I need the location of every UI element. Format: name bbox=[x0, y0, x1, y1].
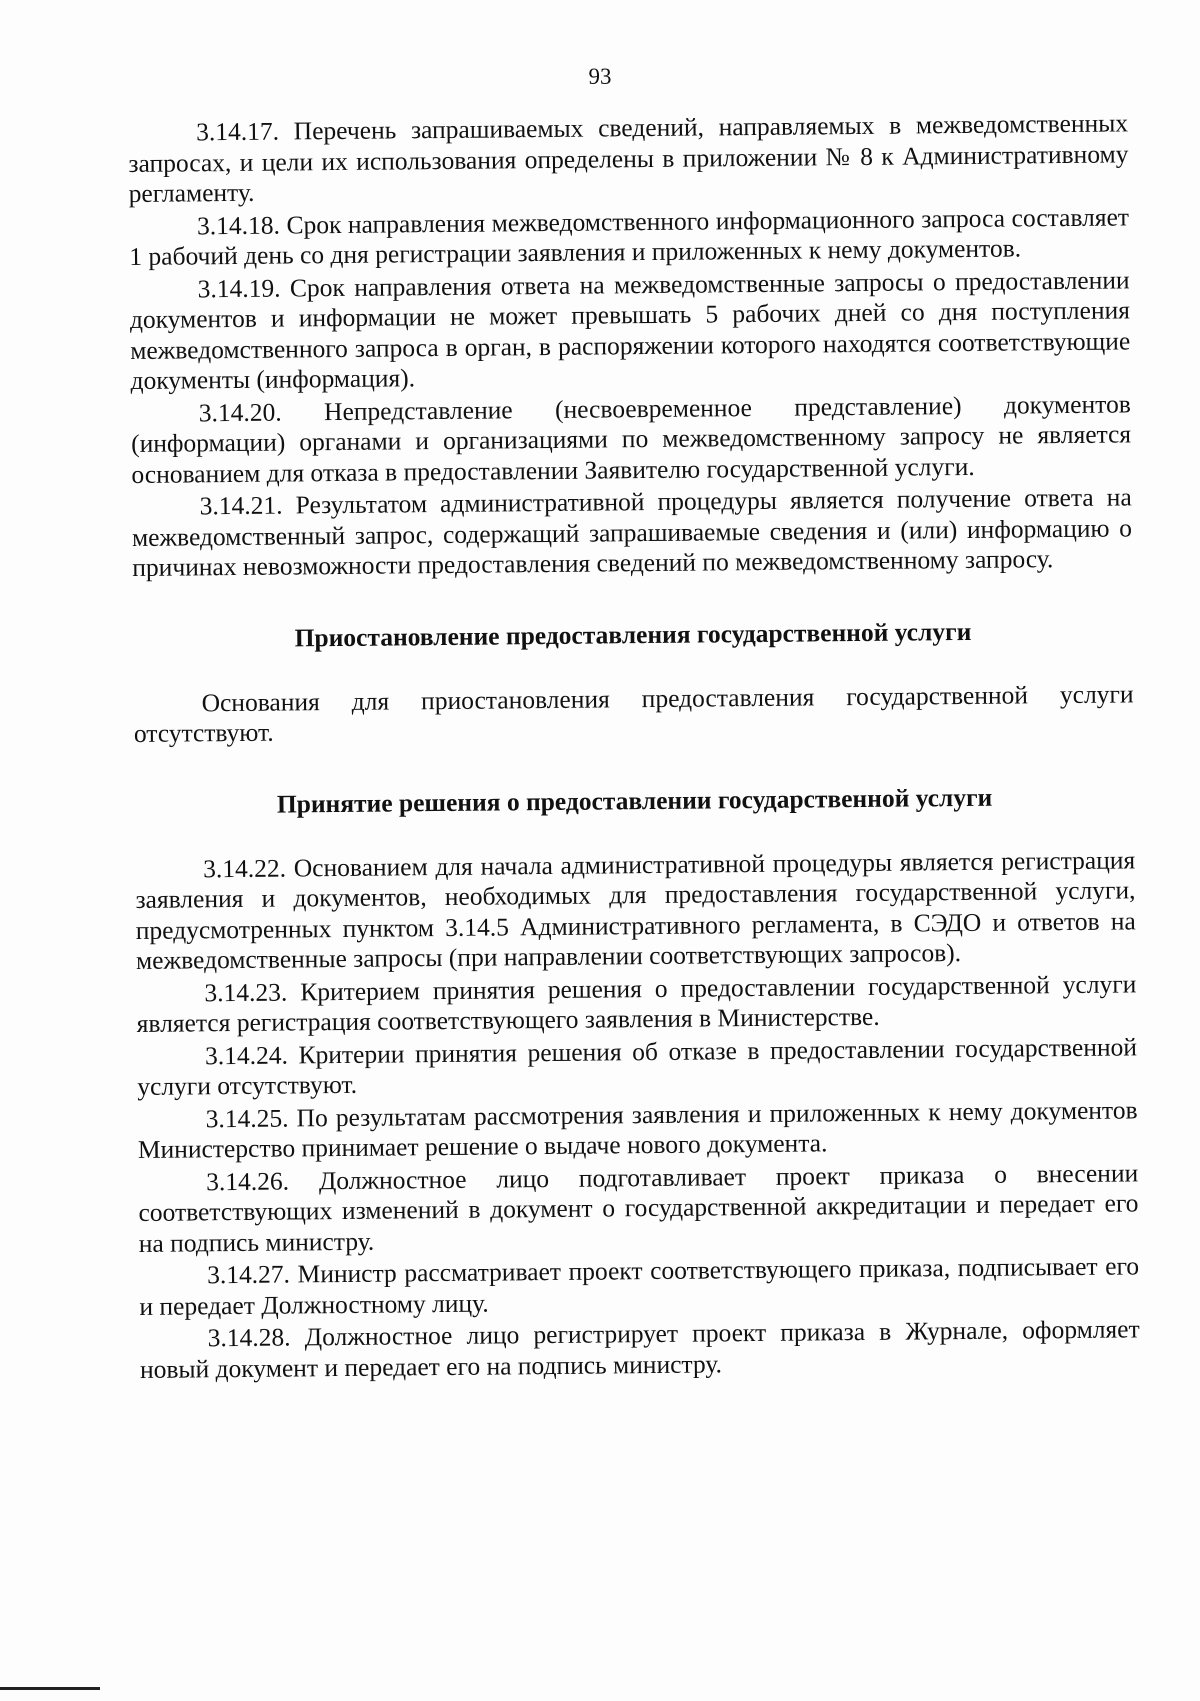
paragraph-3-14-21: 3.14.21. Результатом административной процедуры является получение ответа на межведомственный запрос, содержащий запрашиваемые сведения и (или) информацию о причинах невозможности предоставления сведений по межведомственному запросу. bbox=[131, 482, 1133, 582]
section-heading-suspension: Приостановление предоставления государственной услуги bbox=[294, 616, 972, 652]
paragraph-3-14-25: 3.14.25. По результатам рассмотрения заявления и приложенных к нему документов Министерство принимает решение о выдаче нового документа. bbox=[137, 1094, 1138, 1164]
paragraph-3-14-27: 3.14.27. Министр рассматривает проект соответствующего приказа, подписывает его и передает Должностному лицу. bbox=[139, 1251, 1140, 1321]
paragraph-3-14-26: 3.14.26. Должностное лицо подготавливает проект приказа о внесении соответствующих изменений в документ о государственной аккредитации и передает его на подпись министру. bbox=[138, 1157, 1139, 1258]
paragraph-3-14-18: 3.14.18. Срок направления межведомственного информационного запроса составляет 1 рабочий день со дня регистрации заявления и приложенных к нему документов. bbox=[129, 201, 1130, 271]
paragraph-3-14-23: 3.14.23. Критерием принятия решения о предоставлении государственной услуги является регистрация соответствующего заявления в Министерстве. bbox=[136, 968, 1137, 1038]
paragraph-3-14-28: 3.14.28. Должностное лицо регистрирует проект приказа в Журнале, оформляет новый документ и передает его на подпись министру. bbox=[139, 1314, 1140, 1384]
paragraph-3-14-24: 3.14.24. Критерии принятия решения об отказе в предоставлении государственной услуги отсутствуют. bbox=[137, 1031, 1138, 1101]
section-heading-decision: Принятие решения о предоставлении государственной услуги bbox=[276, 782, 993, 819]
scan-edge-mark bbox=[0, 1687, 100, 1690]
document-body bbox=[128, 108, 1140, 1385]
paragraph-3-14-20: 3.14.20. Непредставление (несвоевременное представление) документов (информации) органами и организациями по межведомственному запросу не является основанием для отказа в предоставлении Заявителю государственной услуги. bbox=[130, 388, 1132, 489]
paragraph-3-14-22: 3.14.22. Основанием для начала административной процедуры является регистрация заявления и документов, необходимых для предоставления государственной услуги, предусмотренных пунктом 3.14.5 Административного регламента, в СЭДО и ответов на межведомственные запросы (при направлении соответствующих запросов). bbox=[135, 844, 1136, 975]
paragraph-3-14-19: 3.14.19. Срок направления ответа на межведомственные запросы о предоставлении документов и информации не может превышать 5 рабочих дней со дня поступления межведомственного запроса в орган, в распоряжении которого находятся соответствующие документы (информация). bbox=[129, 264, 1131, 395]
paragraph-suspension-grounds: Основания для приостановления предоставления государственной услуги отсутствуют. bbox=[133, 678, 1134, 748]
paragraph-3-14-17: 3.14.17. Перечень запрашиваемых сведений, направляемых в межведомственных запросах, и цели их использования определены в приложении № 8 к Административному регламенту. bbox=[128, 108, 1129, 208]
page-number: 93 bbox=[588, 64, 612, 89]
